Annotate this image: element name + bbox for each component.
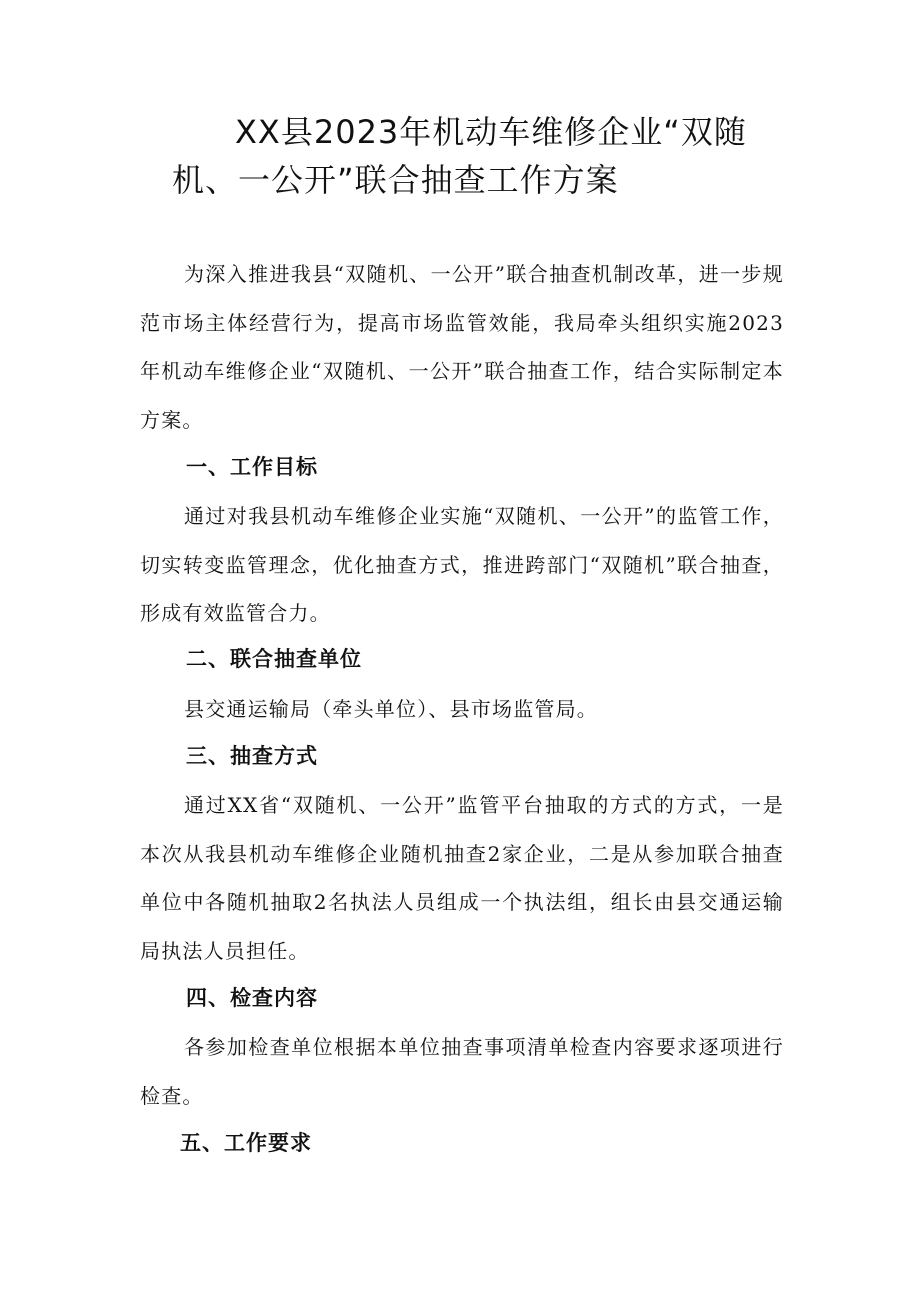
section-body-content: 各参加检查单位根据本单位抽查事项清单检查内容要求逐项进行检查。	[140, 1035, 784, 1108]
intro-paragraph: 为深入推进我县“双随机、一公开”联合抽查机制改革，进一步规范市场主体经营行为，提高市场监管效能，我局牵头组织实施2023年机动车维修企业“双随机、一公开”联合抽查工作，结合实际制定本方案。	[140, 262, 784, 432]
document-title-line-1: XX县2023年机动车维修企业“双随	[235, 113, 747, 151]
section-body-method: 通过XX省“双随机、一公开”监管平台抽取的方式的方式，一是本次从我县机动车维修企业随机抽查2家企业，二是从参加联合抽查单位中各随机抽取2名执法人员组成一个执法组，组长由县交通运输局执法人员担任。	[140, 793, 784, 963]
section-heading-goals: 一、工作目标	[186, 455, 318, 479]
section-heading-units: 二、联合抽查单位	[186, 647, 362, 671]
section-heading-content: 四、检查内容	[186, 986, 318, 1010]
section-body-goals: 通过对我县机动车维修企业实施“双随机、一公开”的监管工作，切实转变监管理念，优化抽查方式，推进跨部门“双随机”联合抽查，形成有效监管合力。	[140, 504, 784, 625]
section-heading-method: 三、抽查方式	[186, 744, 318, 768]
document-title-line-2: 机、一公开”联合抽查工作方案	[172, 161, 619, 199]
section-body-units: 县交通运输局（牵头单位）、县市场监管局。	[184, 697, 598, 721]
section-heading-requirements: 五、工作要求	[180, 1131, 312, 1155]
